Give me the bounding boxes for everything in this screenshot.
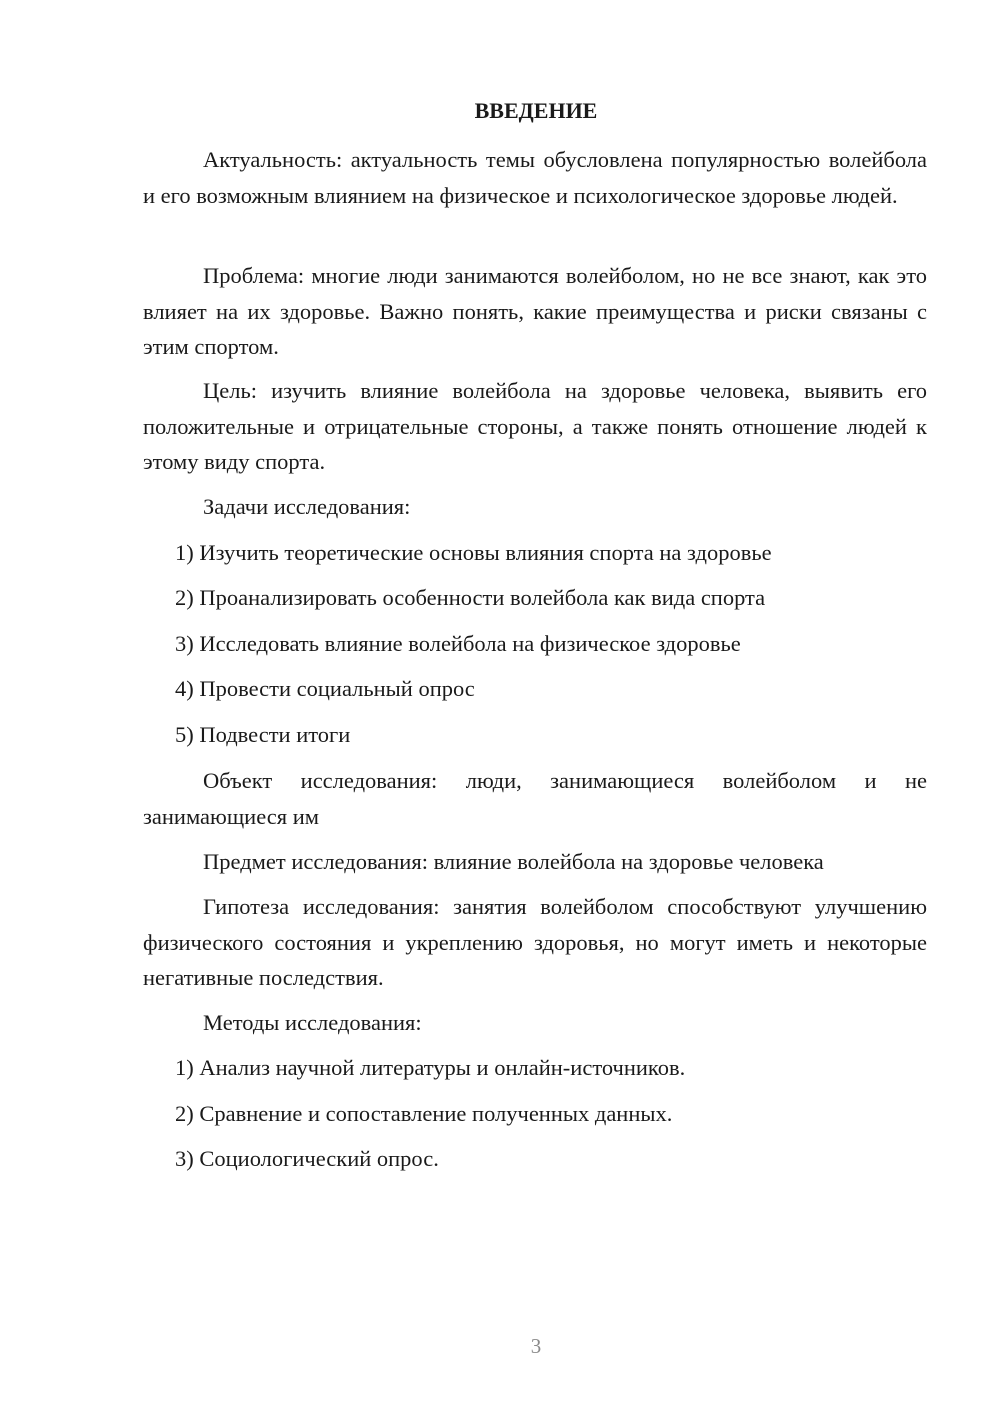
methods-heading: Методы исследования: (203, 1010, 422, 1035)
hypothesis-paragraph: Гипотеза исследования: занятия волейболом способствуют улучшению физического состояния и укреплению здоровья, но могут иметь и некоторые негативные последствия. (143, 894, 927, 990)
task-item: 3) Исследовать влияние волейбола на физическое здоровье (175, 631, 741, 656)
task-item: 1) Изучить теоретические основы влияния спорта на здоровье (175, 540, 772, 565)
subject-paragraph: Предмет исследования: влияние волейбола на здоровье человека (203, 849, 824, 874)
problem-paragraph: Проблема: многие люди занимаются волейболом, но не все знают, как это влияет на их здоровье. Важно понять, какие преимущества и риски связаны с этим спортом. (143, 263, 927, 359)
tasks-heading: Задачи исследования: (203, 494, 411, 519)
page-title: ВВЕДЕНИЕ (474, 98, 598, 123)
page-number: 3 (530, 1334, 542, 1358)
method-item: 2) Сравнение и сопоставление полученных данных. (175, 1101, 673, 1126)
task-item: 2) Проанализировать особенности волейбола как вида спорта (175, 585, 766, 610)
method-item: 3) Социологический опрос. (175, 1146, 439, 1171)
relevance-paragraph: Актуальность: актуальность темы обусловлена популярностью волейбола и его возможным влиянием на физическое и психологическое здоровье людей. (143, 147, 927, 208)
task-item: 5) Подвести итоги (175, 722, 351, 747)
method-item: 1) Анализ научной литературы и онлайн-источников. (175, 1055, 686, 1080)
object-paragraph: Объект исследования: люди, занимающиеся волейболом и не занимающиеся им (143, 768, 927, 829)
goal-paragraph: Цель: изучить влияние волейбола на здоровье человека, выявить его положительные и отрицательные стороны, а также понять отношение людей к этому виду спорта. (143, 378, 927, 474)
task-item: 4) Провести социальный опрос (175, 676, 475, 701)
